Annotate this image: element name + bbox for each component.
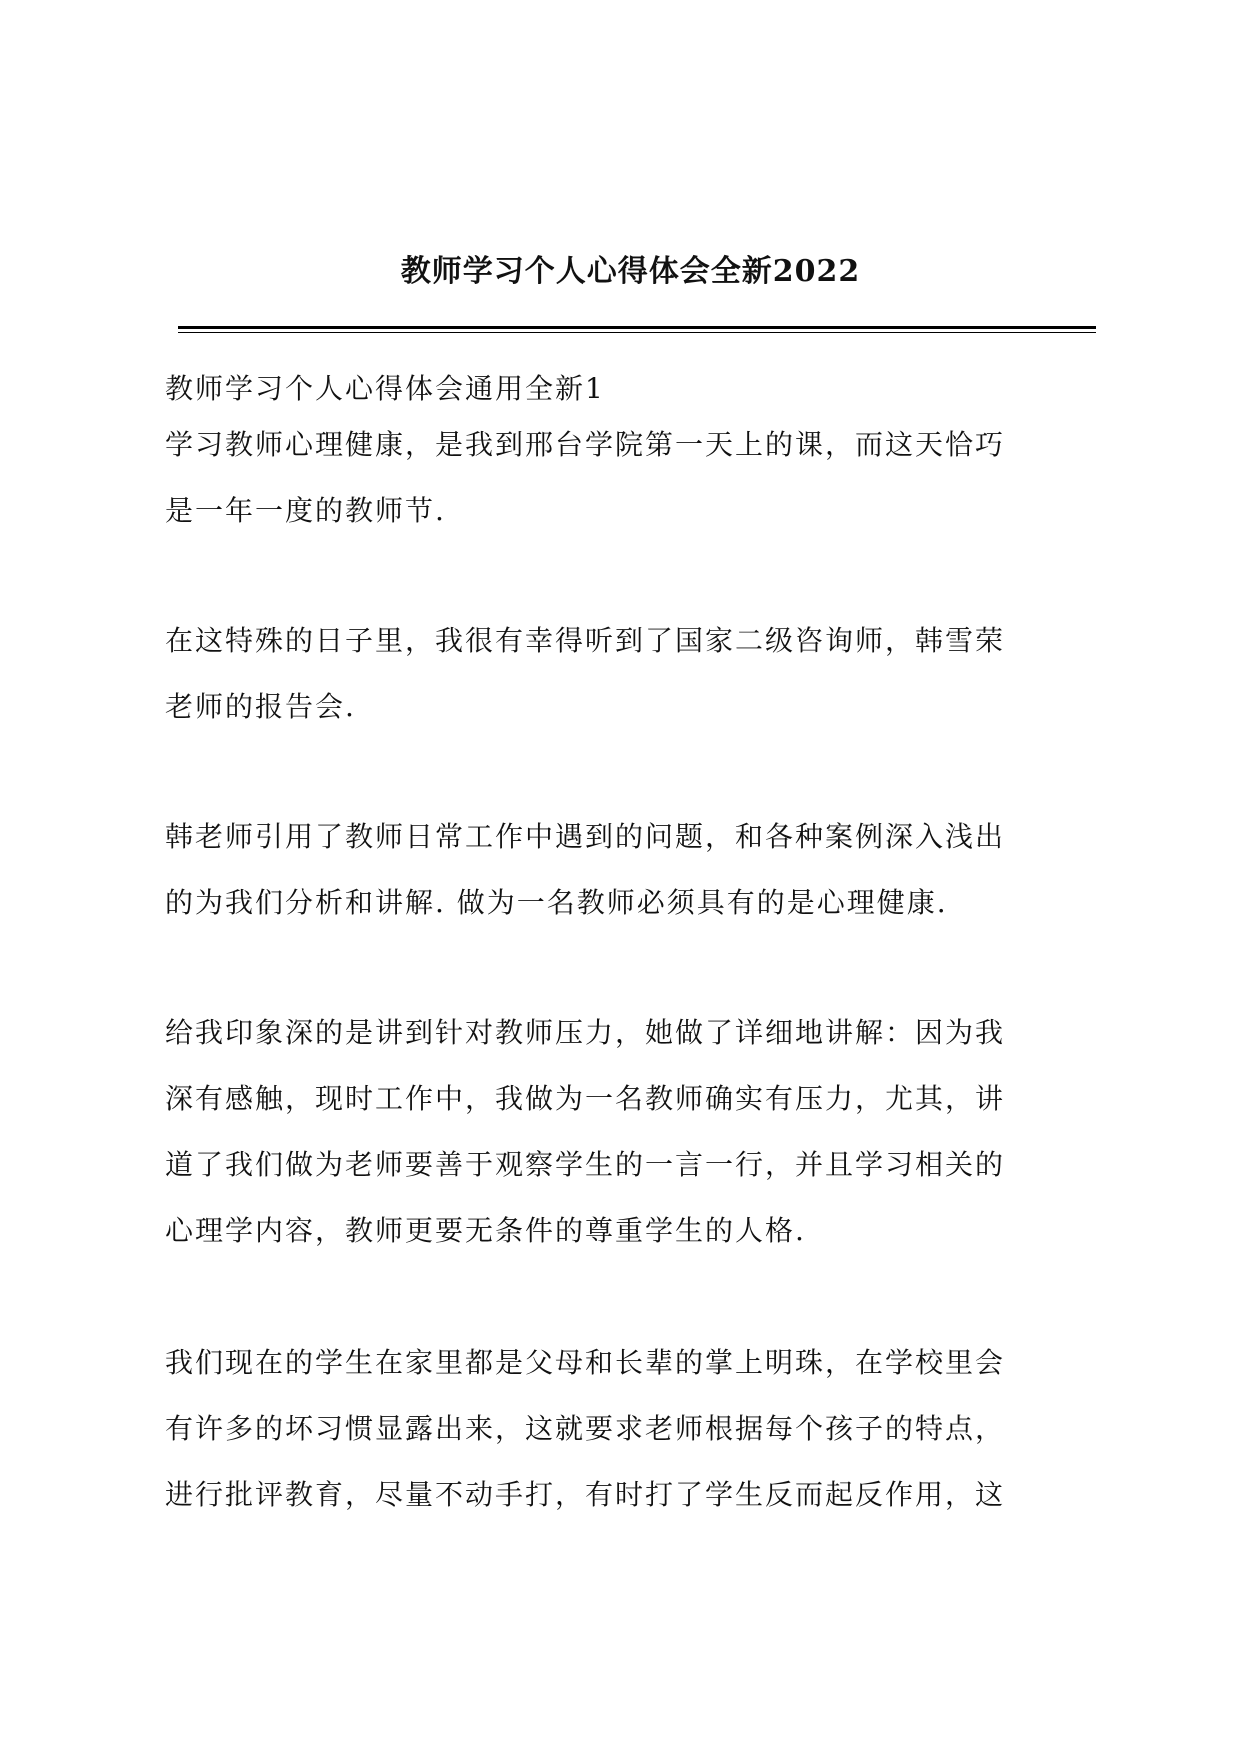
paragraph-line: 进行批评教育，尽量不动手打，有时打了学生反而起反作用，这: [165, 1478, 1006, 1511]
paragraph-line: 心理学内容，教师更要无条件的尊重学生的人格.: [165, 1214, 806, 1247]
paragraph-2: [165, 608, 1096, 740]
paragraph-line: 深有感触，现时工作中，我做为一名教师确实有压力，尤其，讲: [165, 1082, 1006, 1115]
paragraph-line: 道了我们做为老师要善于观察学生的一言一行，并且学习相关的: [165, 1148, 1006, 1181]
paragraph-line: 老师的报告会.: [165, 690, 356, 723]
paragraph-line: 的为我们分析和讲解. 做为一名教师必须具有的是心理健康.: [165, 886, 948, 919]
paragraph-line: 韩老师引用了教师日常工作中遇到的问题，和各种案例深入浅出: [165, 820, 1006, 853]
paragraph-1: [165, 412, 1096, 544]
paragraph-line: 在这特殊的日子里，我很有幸得听到了国家二级咨询师，韩雪荣: [165, 624, 1006, 657]
paragraph-5: [165, 1330, 1096, 1528]
paragraph-line: 是一年一度的教师节.: [165, 494, 446, 527]
subtitle-line: 教师学习个人心得体会通用全新1: [165, 372, 605, 405]
title-divider: [178, 326, 1096, 333]
paragraph-4: [165, 1000, 1096, 1264]
paragraph-line: 有许多的坏习惯显露出来，这就要求老师根据每个孩子的特点，: [165, 1412, 1006, 1445]
paragraph-line: 学习教师心理健康，是我到邢台学院第一天上的课，而这天恰巧: [165, 428, 1006, 461]
paragraph-3: [165, 804, 1096, 936]
paragraph-line: 我们现在的学生在家里都是父母和长辈的掌上明珠，在学校里会: [165, 1346, 1006, 1379]
document-title: 教师学习个人心得体会全新2022: [400, 254, 861, 289]
paragraph-line: 给我印象深的是讲到针对教师压力，她做了详细地讲解：因为我: [165, 1016, 1006, 1049]
